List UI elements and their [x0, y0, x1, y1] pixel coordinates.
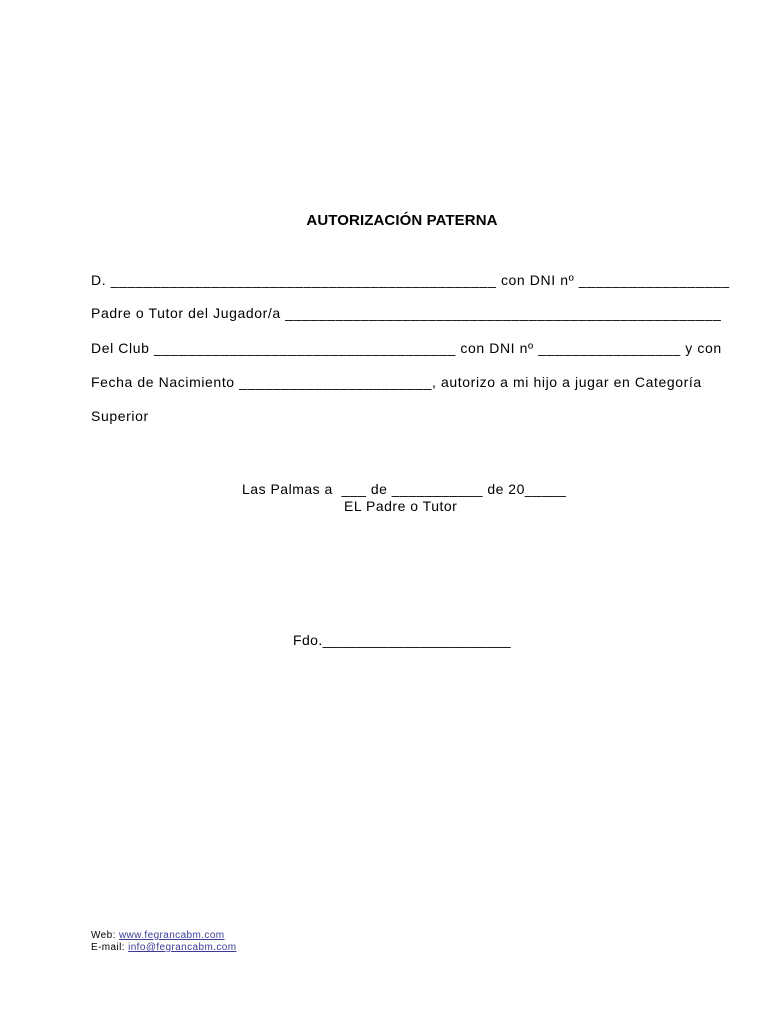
web-link[interactable]: www.fegrancabm.com	[118, 930, 225, 941]
footer-email-label: E-mail:	[91, 942, 129, 953]
form-line-dni: D. ______________________________________________ con DNI nº __________________	[91, 272, 730, 288]
form-line-category: Superior	[91, 408, 149, 424]
place-date-line: Las Palmas a ___ de ___________ de 20_____	[242, 481, 567, 497]
footer-web	[91, 930, 225, 941]
footer-email	[91, 942, 236, 953]
signer-role: EL Padre o Tutor	[344, 498, 458, 514]
footer-web-label: Web:	[91, 930, 119, 941]
form-line-guardian: Padre o Tutor del Jugador/a ____________________________________________________	[91, 305, 722, 321]
form-line-club: Del Club ____________________________________ con DNI nº _________________ y con	[91, 340, 722, 356]
signature-line: Fdo._______________________	[293, 632, 511, 648]
document-title: AUTORIZACIÓN PATERNA	[306, 212, 498, 229]
form-line-birthdate: Fecha de Nacimiento _______________________, autorizo a mi hijo a jugar en Categoría	[91, 374, 702, 390]
email-link[interactable]: info@fegrancabm.com	[128, 942, 237, 953]
